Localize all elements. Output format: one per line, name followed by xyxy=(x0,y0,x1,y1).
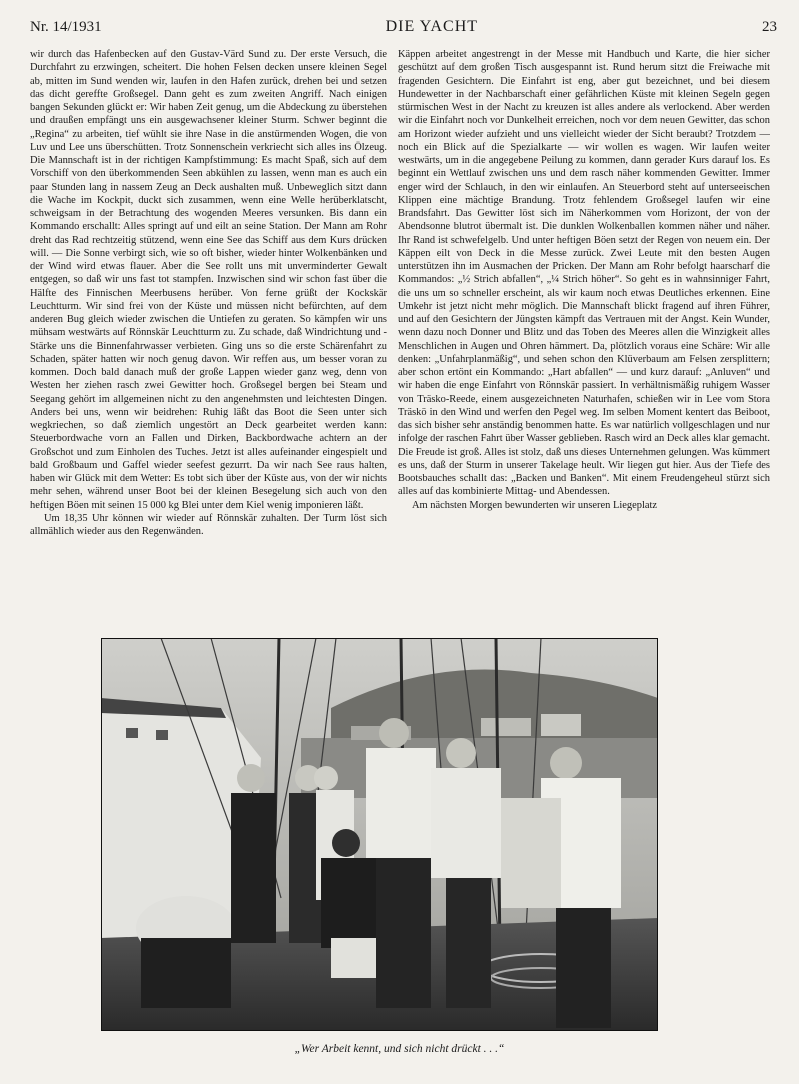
page-header xyxy=(30,18,777,40)
page-number: 23 xyxy=(761,19,777,35)
right-paragraph: Käppen arbeitet angestrengt in der Messe mit Handbuch und Karte, die hier sicher geschützt auf dem großen Tisch ausgespannt ist. Rund herum sitzt die Freiwache mit fragenden Gesichtern. Die Einfahrt ist eng, aber gut bezeichnet, und bei diesem Hundewetter in der Nachbarschaft einer gefährlichen Küste mit kleinen Segeln gegen stürmischen West in der Nacht zu kreuzen ist alles andere als verlockend. Aber werden wir die Einfahrt noch vor Dunkelheit erreichen, noch vor dem neuen Gewitter, das schon am Horizont wieder aufzieht und uns vielleicht wieder der Sicht beraubt? Trotzdem — noch ein Blick auf die Spezialkarte — wir wollen es wagen. Wir laufen weiter westwärts, um in die angegebene Peilung zu kommen, dann gerader Kurs darauf los. Es beginnt ein Wettlauf zwischen uns und dem rasch näher kommenden Gewitter. Immer enger wird der Schlauch, in den wir einlaufen. An Steuerbord steht auf unterseeischen Klippen eine mächtige Brandung. Trotz fehlendem Großsegel laufen wir eine Brandsfahrt. Das Gewitter löst sich im Näherkommen vom Horizont, der von der Abendsonne blutrot übermalt ist. Die dunklen Wolkenballen kommen näher und näher. Ihr Rand ist schwefelgelb. Und unter heftigen Böen setzt der Regen von neuem ein. Der Käppen eilt von Deck in die Messe zurück. Zwei Leute mit den besten Augen unterstützen ihn im Ausmachen der Pricken. Der Mann am Rohr befolgt haarscharf die Kommandos: „½ Strich abfallen“, „¼ Strich höher“. So geht es in wahnsinniger Fahrt, die uns um so schneller erscheint, als wir kaum noch etwas Deutliches erkennen. Eine Umkehr ist jetzt nicht mehr möglich. Die Mannschaft blickt fragend auf ihren Führer, und auf den Gesichtern der Jüngsten kämpft das Vertrauen mit der Angst. Kein Wunder, wenn dazu noch Donner und Blitz und das Toben des Meeres allen die Winzigkeit alles Menschlichen in Augen und Ohren hämmert. Da, plötzlich voraus eine Schäre: Wir alle denken: „Unfahrplanmäßig“, und sehen schon den Klüverbaum am Felsen zersplittern; aber schon ertönt ein Kommando: „Hart abfallen“ — und kurz darauf: „Anluven“ und wir haben die enge Einfahrt von Rönnskär passiert. In verhältnismäßig ruhigem Wasser von Träsko-Reede, einem ausgezeichneten Naturhafen, schießen wir in Lee vom Stora Träskö in den Wind und werfen den Pegel weg. Im selben Moment kentert das Beiboot, das sich bisher sehr anständig benommen hatte. Es war natürlich vollgeschlagen und nur infolge der raschen Fahrt über Wasser geblieben. Rasch wird an Deck alles klar gemacht. Die Freude ist groß. Alles ist stolz, daß uns dieses Unternehmen gelungen. Was kümmert es uns, daß der Sturm in unserer Takelage heult. Wir liegen gut hier. Aus der Tiefe des Bootsbauches schallt das: „Backen und Banken“. Mit einem Freudengeheul stürzt sich alles auf das kombinierte Mittag- und Abendessen. xyxy=(398,49,770,498)
right-column xyxy=(398,48,770,512)
photo-caption: „Wer Arbeit kennt, und sich nicht drückt . . .“ xyxy=(294,1043,505,1055)
issue-number: Nr. 14/1931 xyxy=(30,19,102,35)
left-paragraph: wir durch das Hafenbecken auf den Gustav-Värd Sund zu. Der erste Versuch, die Durchfahrt zu erzwingen, scheitert. Die hohen Felsen decken unsere kleinen Segel ab, mitten im Sund wenden wir, laufen in den Hafen zurück, drehen bei und setzen das dicht gereffte Großsegel. Dann geht es zum zweiten Angriff. Nach einigen bangen Sekunden glückt er: Wir haben Zeit genug, um die Abdeckung zu überstehen und draußen empfängt uns ein ausgewachsener kleiner Sturm. Schwer beginnt die „Regina“ zu arbeiten, tief wühlt sie ihre Nase in die anstürmenden Wogen, die von Luv und Lee uns überschütten. Trotz Sonnenschein verkriecht sich alles ins Ölzeug. Die Mannschaft ist in der richtigen Kampfstimmung: Es macht Spaß, sich auf dem Vorschiff von den überkommenden Seen abkühlen zu lassen, wenn man es auch ein paar Stunden lang in nassem Zeug an Deck aushalten muß. Unbeweglich sitzt dann die Wache im Kockpit, duckt sich zusammen, wenn eine Welle herüberklatscht, schweigsam in der Betrachtung des wogenden Meeres versunken. Bis dann ein Kommando erschallt: Alles springt auf und eilt an seine Station. Der Mann am Rohr dreht das Rad rechtzeitig stützend, wenn eine See das Schiff aus dem Kurs drücken will. — Die Sonne verbirgt sich, wie so oft bisher, wieder hinter Wolkenbänken und der Wind wird etwas flauer. Aber die See rollt uns mit unverminderter Gewalt entgegen, so daß wir uns fast tot stampfen. Inzwischen sind wir schon fast über die Hälfte des Finnischen Meerbusens herüber. Von ferne grüßt der Kockskär Leuchtturm. Wir sind frei von der Küste und müssen nicht befürchten, auf dem anderen Bug gleich wieder zwischen die Untiefen zu geraten. So kämpfen wir uns mühsam westwärts auf Rönnskär Leuchtturm zu. Zu schade, daß Windrichtung und -Stärke uns die Binnenfahrwasser verbieten. Ging uns so die erste Schärenfahrt zu Schaden, später hatten wir noch genug davon. Wir reffen aus, um besser voran zu kommen. Doch bald danach muß der große Lappen wieder ganz weg, denn von Westen her ziehen rasch zwei Gewitter hoch. Großsegel bergen bei Steam und Seegang gehört im allgemeinen nicht zu den angenehmsten und leichtesten Dingen. Anders bei uns, wenn wir beidrehen: Ruhig läßt das Boot die Seen unter sich wegkriechen, so daß ziemlich ungestört an Deck gearbeitet werden kann: Steuerbordwache vorn an Fallen und Dirken, Backbordwache achtern an der Großschot und zum Einholen des Tuches. Jetzt ist alles aufeinander eingespielt und bald Großbaum und Gaffel wieder seefest gezurrt. Da wir nach See raus halten, haben wir Glück mit dem Wetter: Es tobt sich über der Küste aus, von der wir nichts mehr sehen, während unser Boot bei der kleinen Besegelung sich auch von den heftigen Böen mit seinen 15 000 kg Blei unter dem Kiel wenig imponieren läßt. xyxy=(30,49,387,511)
right-paragraph-2: Am nächsten Morgen bewunderten wir unseren Liegeplatz xyxy=(412,499,658,511)
magazine-title: DIE YACHT xyxy=(385,18,479,35)
crew-photo xyxy=(101,638,658,1031)
left-paragraph-2: Um 18,35 Uhr können wir wieder auf Rönnskär zuhalten. Der Turm löst sich allmählich wieder aus den Regenwänden. xyxy=(30,512,387,537)
left-column xyxy=(30,48,387,538)
crew-photo-image xyxy=(101,638,658,1031)
